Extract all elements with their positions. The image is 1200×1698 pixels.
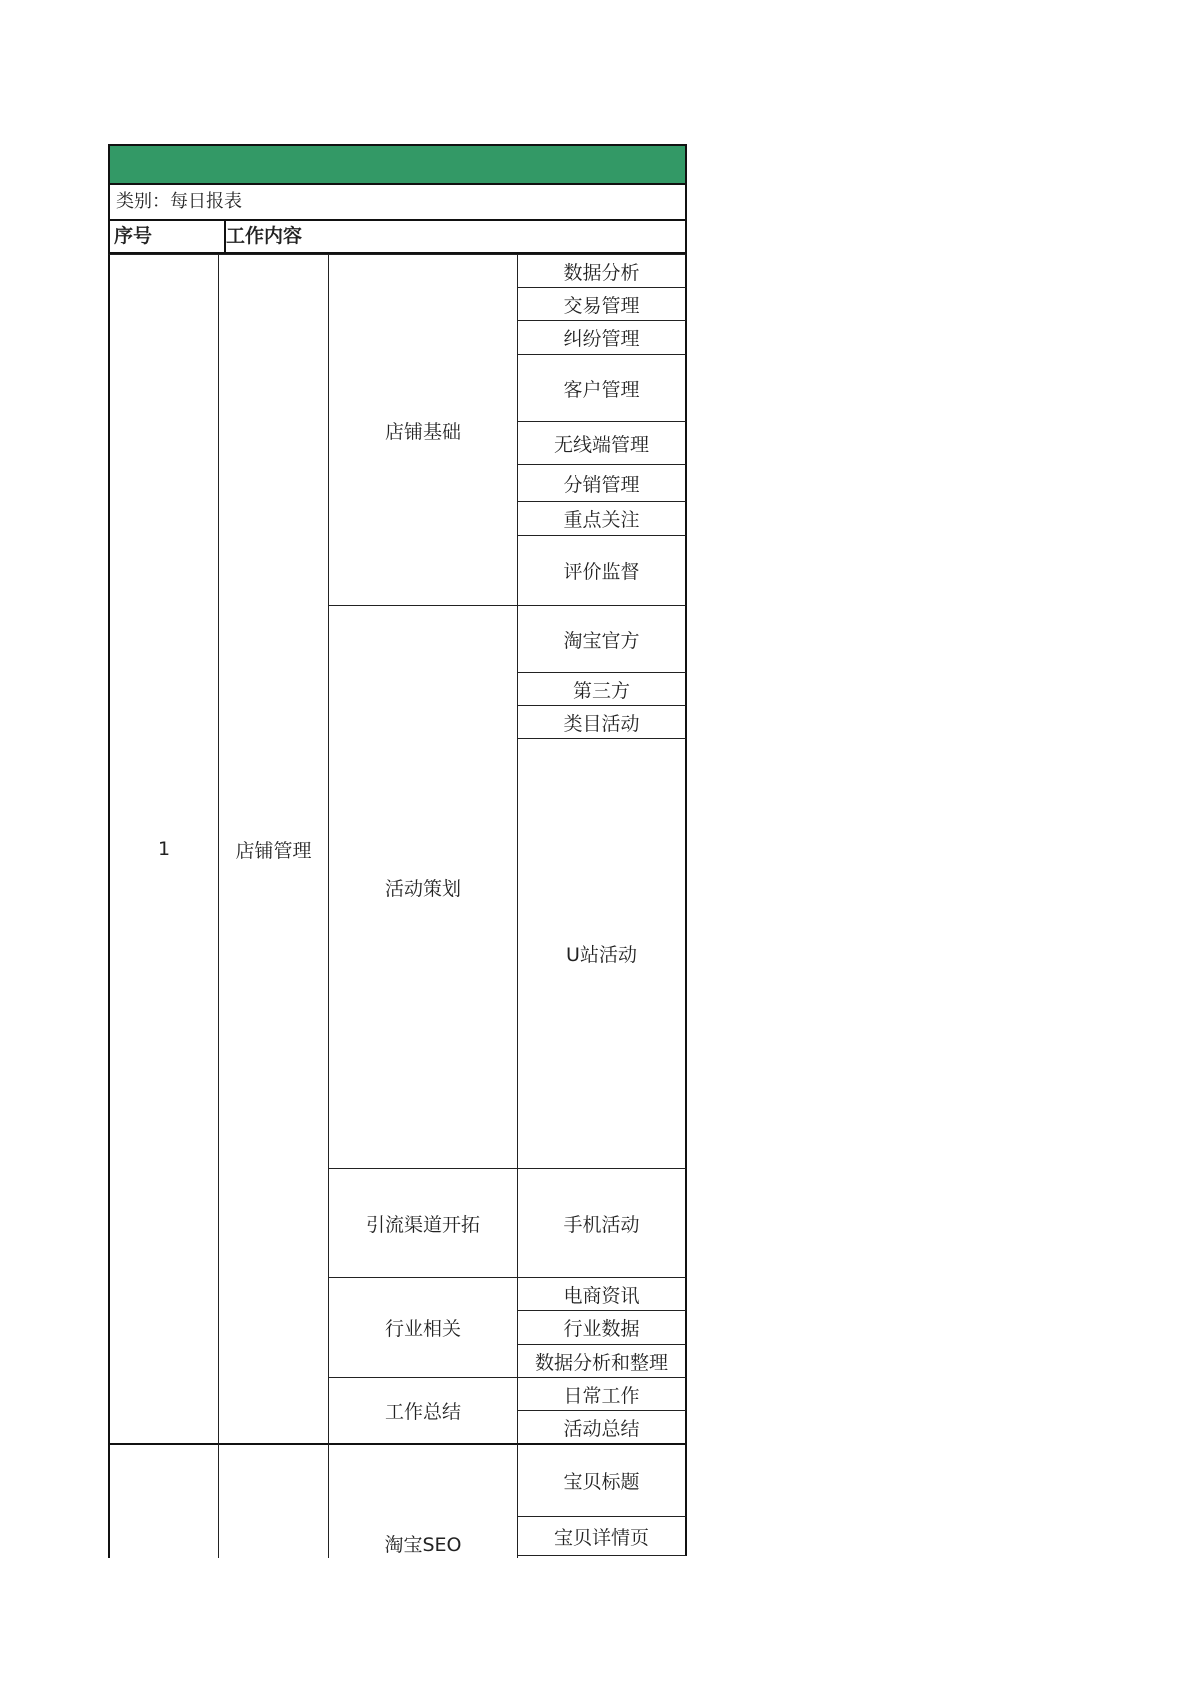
section-cell[interactable]: 行业相关 bbox=[328, 1277, 518, 1378]
item-cell[interactable]: 宝贝详情页 bbox=[517, 1516, 687, 1556]
header-no: 序号 bbox=[110, 221, 226, 252]
item-cell[interactable]: 类目活动 bbox=[517, 705, 687, 739]
item-cell[interactable]: U站活动 bbox=[517, 738, 687, 1169]
item-cell[interactable]: 日常工作 bbox=[517, 1377, 687, 1411]
item-cell[interactable]: 数据分析和整理 bbox=[517, 1344, 687, 1378]
section-cell[interactable]: 淘宝SEO bbox=[328, 1443, 518, 1558]
item-cell[interactable]: 纠纷管理 bbox=[517, 320, 687, 355]
section-cell[interactable]: 活动策划 bbox=[328, 605, 518, 1169]
item-cell[interactable]: 交易管理 bbox=[517, 287, 687, 321]
group-no-cell[interactable] bbox=[108, 1443, 219, 1558]
header-content: 工作内容 bbox=[226, 225, 303, 247]
item-cell[interactable]: 手机活动 bbox=[517, 1168, 687, 1278]
item-cell[interactable]: 淘宝官方 bbox=[517, 605, 687, 673]
item-cell[interactable]: 重点关注 bbox=[517, 501, 687, 536]
group-name-cell[interactable]: 店铺管理 bbox=[218, 254, 329, 1444]
item-cell[interactable]: 电商资讯 bbox=[517, 1277, 687, 1311]
item-cell[interactable]: 无线端管理 bbox=[517, 421, 687, 465]
item-cell[interactable]: 客户管理 bbox=[517, 354, 687, 422]
item-cell[interactable]: 宝贝标题 bbox=[517, 1443, 687, 1517]
item-cell[interactable]: 评价监督 bbox=[517, 535, 687, 606]
section-cell[interactable]: 店铺基础 bbox=[328, 254, 518, 606]
section-cell[interactable]: 引流渠道开拓 bbox=[328, 1168, 518, 1278]
category-label: 类别：每日报表 bbox=[108, 185, 687, 219]
group-name-cell[interactable] bbox=[218, 1443, 329, 1558]
header-row bbox=[108, 219, 687, 254]
item-cell[interactable]: 数据分析 bbox=[517, 254, 687, 288]
item-cell[interactable]: 行业数据 bbox=[517, 1310, 687, 1345]
group-no-cell[interactable]: 1 bbox=[108, 254, 219, 1444]
section-cell[interactable]: 工作总结 bbox=[328, 1377, 518, 1444]
item-cell[interactable]: 活动总结 bbox=[517, 1410, 687, 1444]
item-cell[interactable]: 分销管理 bbox=[517, 464, 687, 502]
item-cell[interactable]: 第三方 bbox=[517, 672, 687, 706]
title-bar bbox=[108, 144, 687, 185]
